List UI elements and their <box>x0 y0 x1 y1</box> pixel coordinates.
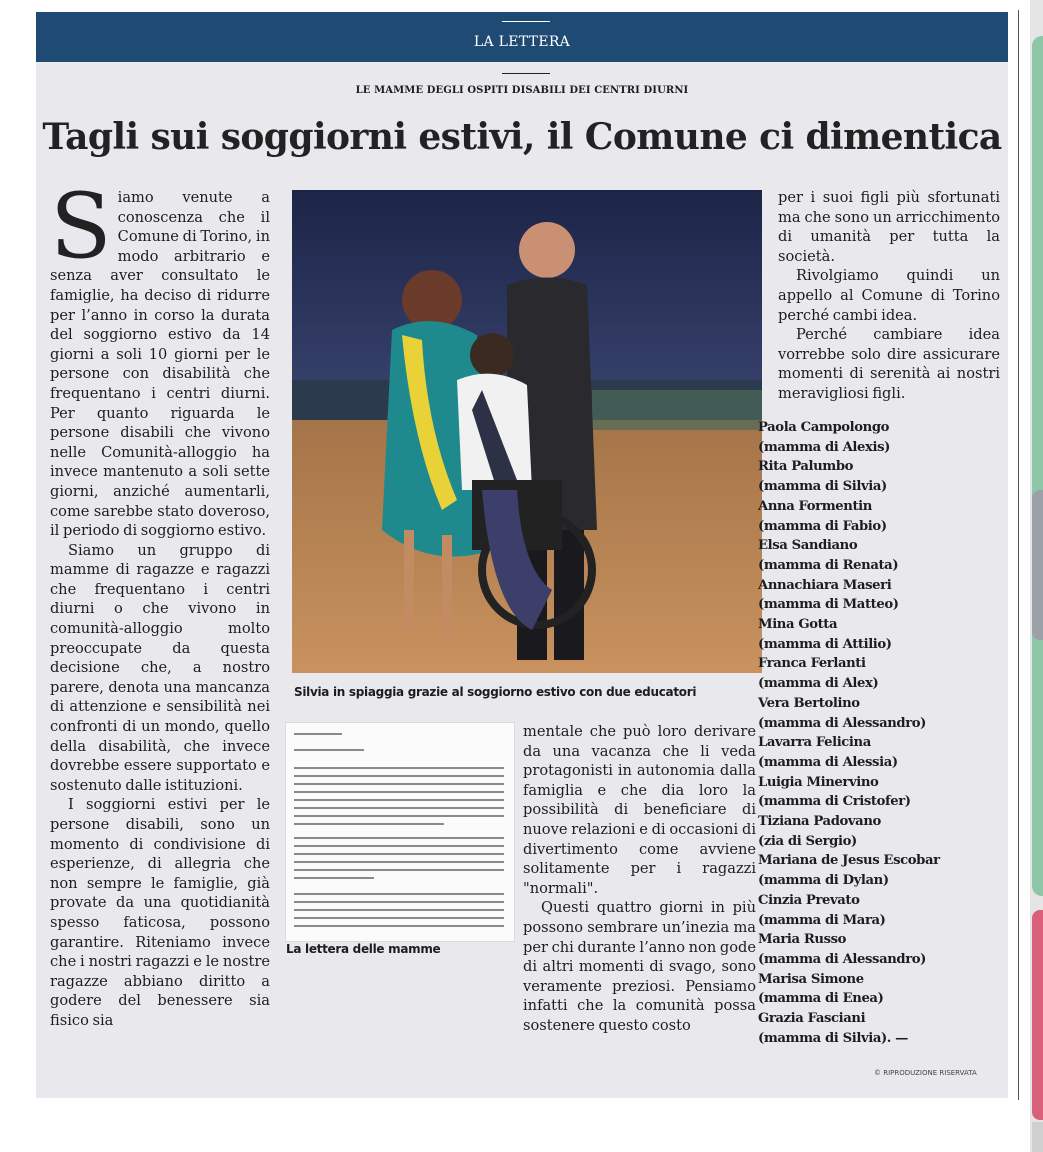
signer-line: Grazia Fasciani <box>758 1011 866 1027</box>
signer-line: Rita Palumbo <box>758 459 854 475</box>
signers-list <box>758 418 968 1049</box>
headline: Tagli sui soggiorni estivi, il Comune ci dimentica <box>42 116 1002 158</box>
section-rule <box>502 21 550 22</box>
signer-line: Annachiara Maseri <box>758 577 892 593</box>
signer-line: Elsa Sandiano <box>758 538 858 554</box>
signer-line: Lavarra Felicina <box>758 735 871 751</box>
paragraph: Perché cambiare idea vorrebbe solo dire assicurare momenti di serenità ai nostri meravigliosi figli. <box>778 326 1000 402</box>
signer-line: Marisa Simone <box>758 971 864 987</box>
section-label: LA LETTERA <box>473 34 571 50</box>
paragraph: per i suoi figli più sfortunati ma che sono un arricchimento di umanità per tutta la società. <box>778 189 1000 265</box>
signer-line: (mamma di Alessandro) <box>758 951 927 967</box>
signer-line: (mamma di Alessia) <box>758 754 898 770</box>
signer-line: Luigia Minervino <box>758 774 879 790</box>
photo-caption: Silvia in spiaggia grazie al soggiorno estivo con due educatori <box>294 685 697 699</box>
paragraph: mentale che può loro derivare da una vacanza che li veda protagonisti in autonomia dalla famiglia e che dia loro la possibilità di beneficiare di nuove relazioni e di occasioni di divertimento come avviene solitamente per i ragazzi "normali". <box>523 723 756 897</box>
paragraph: Siamo venute a conoscenza che il Comune di Torino, in modo arbitrario e senza aver consultato le famiglie, ha deciso di ridurre per l’anno in corso la durata del soggiorno estivo da 14 giorni a soli 10 giorni per le persone con disabilità che frequentano i centri diurni. Per quanto riguarda le persone disabili che vivono nelle Comunità-alloggio ha invece mantenuto a soli sette giorni, anziché aumentarli, come sarebbe stato doveroso, il periodo di soggiorno estivo. <box>50 188 270 540</box>
kicker-rule <box>502 73 550 74</box>
signer-line: (mamma di Fabio) <box>758 518 887 534</box>
signer-line: Maria Russo <box>758 932 847 948</box>
letter-caption: La lettera delle mamme <box>286 942 441 956</box>
article-column-1 <box>50 188 270 1088</box>
beach-photo <box>292 190 762 673</box>
kicker: LE MAMME DEGLI OSPITI DISABILI DEI CENTRI DIURNI <box>355 85 689 96</box>
signer-line: Paola Campolongo <box>758 420 890 435</box>
signer-line: (mamma di Silvia). — <box>758 1030 908 1046</box>
signer-line: Mina Gotta <box>758 617 838 633</box>
adjacent-page-green-band <box>1032 36 1043 896</box>
signer-line: (mamma di Attilio) <box>758 636 892 652</box>
signer-line: (mamma di Alex) <box>758 676 879 692</box>
signer-line: Cinzia Prevato <box>758 892 860 908</box>
paragraph: Rivolgiamo quindi un appello al Comune di Torino perché cambi idea. <box>778 267 1000 324</box>
page-border <box>1018 10 1019 1100</box>
signer-line: (mamma di Silvia) <box>758 479 887 495</box>
signer-line: (mamma di Cristofer) <box>758 794 911 810</box>
signer-line: Vera Bertolino <box>758 695 860 711</box>
signer-line: (mamma di Alexis) <box>758 439 890 455</box>
paragraph: Questi quattro giorni in più possono sembrare un’inezia ma per chi durante l’anno non gode di altri momenti di svago, sono veramente preziosi. Pensiamo infatti che la comunità possa sostenere questo costo <box>523 899 756 1034</box>
signer-line: Mariana de Jesus Escobar <box>758 853 940 869</box>
signer-line: (mamma di Alessandro) <box>758 715 927 731</box>
drop-cap: S <box>50 188 112 279</box>
section-header-bar <box>36 12 1008 62</box>
letter-image <box>285 722 515 942</box>
copyright-note: © RIPRODUZIONE RISERVATA <box>874 1069 977 1077</box>
article-column-3 <box>778 188 1000 418</box>
signer-line: (mamma di Renata) <box>758 557 899 573</box>
signer-line: (mamma di Dylan) <box>758 873 889 889</box>
adjacent-page-gray-band <box>1032 490 1043 640</box>
signer-line: (mamma di Matteo) <box>758 597 899 613</box>
adjacent-page-bottom-band <box>1032 1122 1043 1152</box>
signer-line: Tiziana Padovano <box>758 814 881 830</box>
signer-line: (zia di Sergio) <box>758 833 857 849</box>
signer-line: (mamma di Enea) <box>758 991 884 1007</box>
adjacent-page-pink-band <box>1032 910 1043 1120</box>
signer-line: Franca Ferlanti <box>758 656 866 672</box>
paragraph: Siamo un gruppo di mamme di ragazze e ragazzi che frequentano i centri diurni o che vivono in comunità-alloggio molto preoccupate da questa decisione che, a nostro parere, denota una mancanza di attenzione e sensibilità nei confronti di un mondo, quello della disabilità, che invece dovrebbe essere supportato e sostenuto dalle istituzioni. <box>50 541 270 794</box>
signer-line: Anna Formentin <box>758 498 872 514</box>
article-column-2 <box>523 722 756 1092</box>
signer-line: (mamma di Mara) <box>758 912 886 928</box>
paragraph: I soggiorni estivi per le persone disabili, sono un momento di condivisione di esperienze, di allegria che non sempre le famiglie, già provate da una quotidianità spesso faticosa, possono garantire. Riteniamo invece che i nostri ragazzi e le nostre ragazze abbiano diritto a godere del benessere sia fisico sia <box>50 796 270 1029</box>
